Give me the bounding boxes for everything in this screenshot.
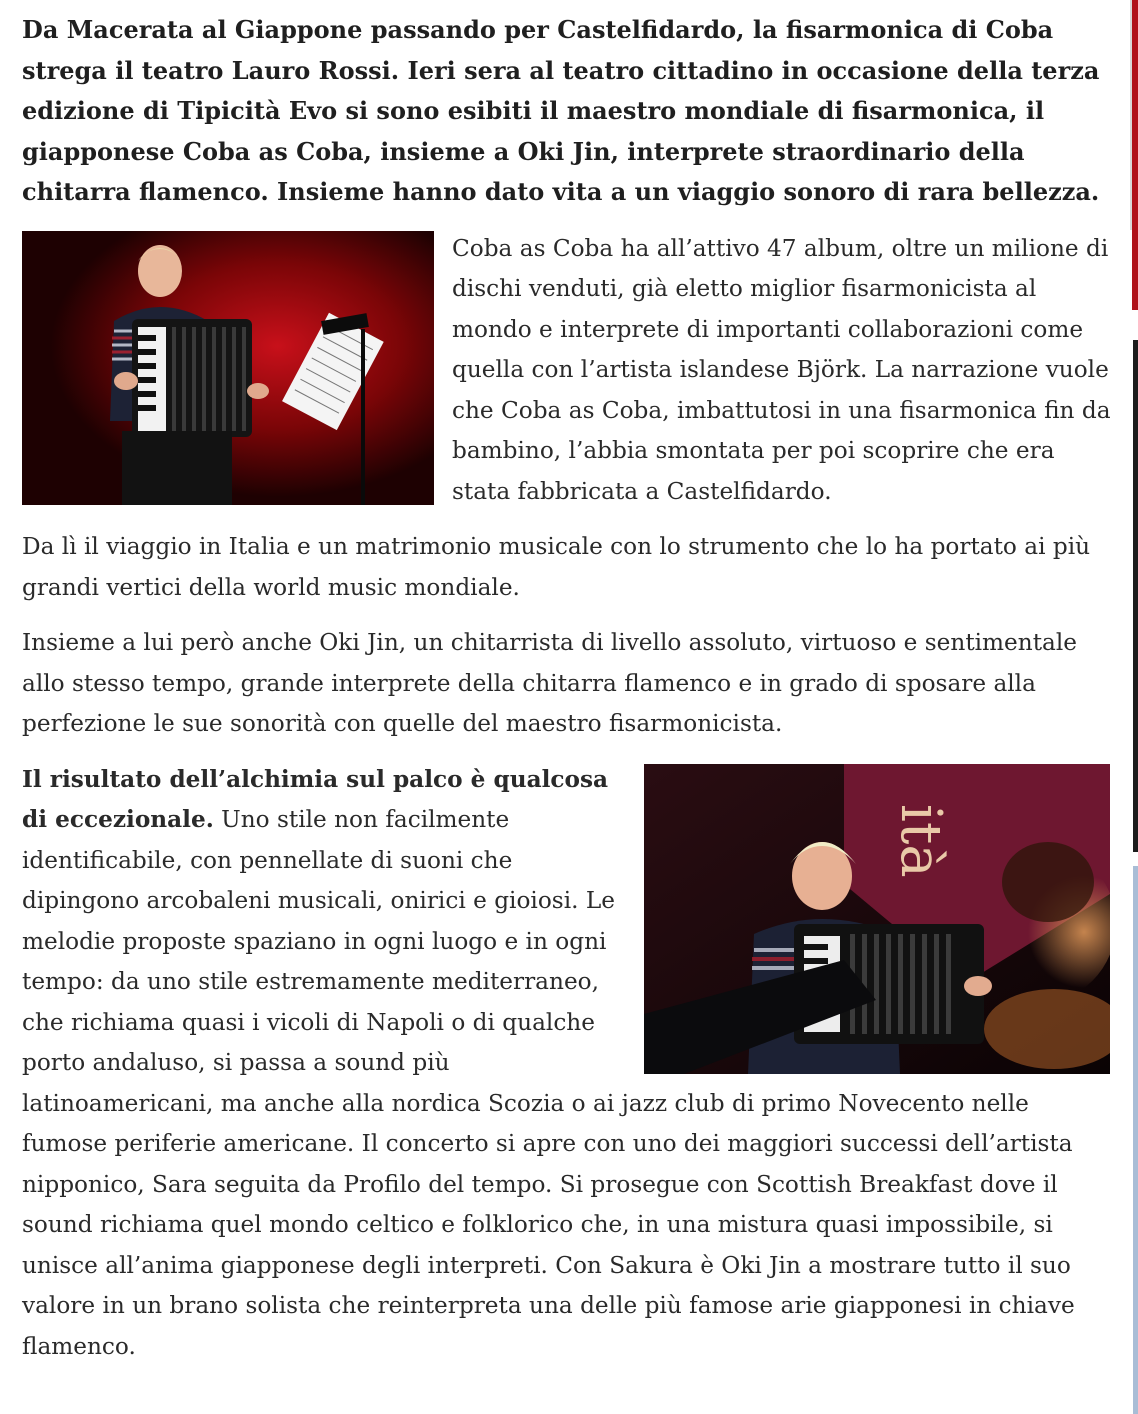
paragraph-1: Coba as Coba ha all’attivo 47 album, oltre un milione di dischi venduti, già eletto miglior fisarmonicista al mondo e interprete di importanti collaborazioni come quella con l’artista islandese Björk. La narrazione vuole che Coba as Coba, imbattutosi in una fisarmonica fin da bambino, l’abbia smontata per poi scoprire che era stata fabbricata a Castelfidardo. — [452, 234, 1111, 505]
banner-lettering: ità — [888, 803, 953, 878]
right-edge-blue-bar — [1133, 866, 1138, 1414]
paragraph-4-text: Uno stile non facilmente identificabile, con pennellate di suoni che dipingono arcobaleni musicali, onirici e gioiosi. Le melodie proposte spaziano in ogni luogo e in ogni tempo: da uno stile estremamente mediterraneo, che richiama quasi i vicoli di Napoli o di qualche porto andaluso, si passa a sound più latinoamericani, ma anche alla nordica Scozia o ai jazz club di primo Novecento nelle fumose periferie americane. Il concerto si apre con uno dei maggiori successi dell’artista nipponico, Sara seguita da Profilo del tempo. Si prosegue con Scottish Breakfast dove il sound richiama quel mondo celtico e folklorico che, in una mistura quasi impossibile, si unisce all’anima giapponese degli interpreti. Con Sakura è Oki Jin a mostrare tutto il suo valore in un brano solista che reinterpreta una delle più famose arie giapponesi in chiave flamenco. — [22, 806, 1075, 1360]
article-lead: Da Macerata al Giappone passando per Castelfidardo, la fisarmonica di Coba strega il teatro Lauro Rossi. Ieri sera al teatro cittadino in occasione della terza edizione di Tipicità Evo si sono esibiti il maestro mondiale di fisarmonica, il giapponese Coba as Coba, insieme a Oki Jin, interprete straordinario della chitarra flamenco. Insieme hanno dato vita a un viaggio sonoro di rara bellezza. — [22, 15, 1100, 206]
paragraph-3: Insieme a lui però anche Oki Jin, un chitarrista di livello assoluto, virtuoso e sentimentale allo stesso tempo, grande interprete della chitarra flamenco e in grado di sposare alla perfezione le sue sonorità con quelle del maestro fisarmonicista. — [22, 629, 1077, 737]
duo-performance-photo — [644, 764, 1110, 1074]
accordionist-stage-photo — [22, 231, 434, 505]
paragraph-4-highlight: Il risultato dell’alchimia sul palco è qualcosa di eccezionale. — [22, 765, 609, 833]
article-body — [22, 10, 1112, 1382]
right-edge-red-bar — [1132, 0, 1138, 310]
right-edge-dark-bar — [1133, 340, 1138, 852]
paragraph-2: Da lì il viaggio in Italia e un matrimonio musicale con lo strumento che lo ha portato ai più grandi vertici della world music mondiale. — [22, 533, 1091, 601]
